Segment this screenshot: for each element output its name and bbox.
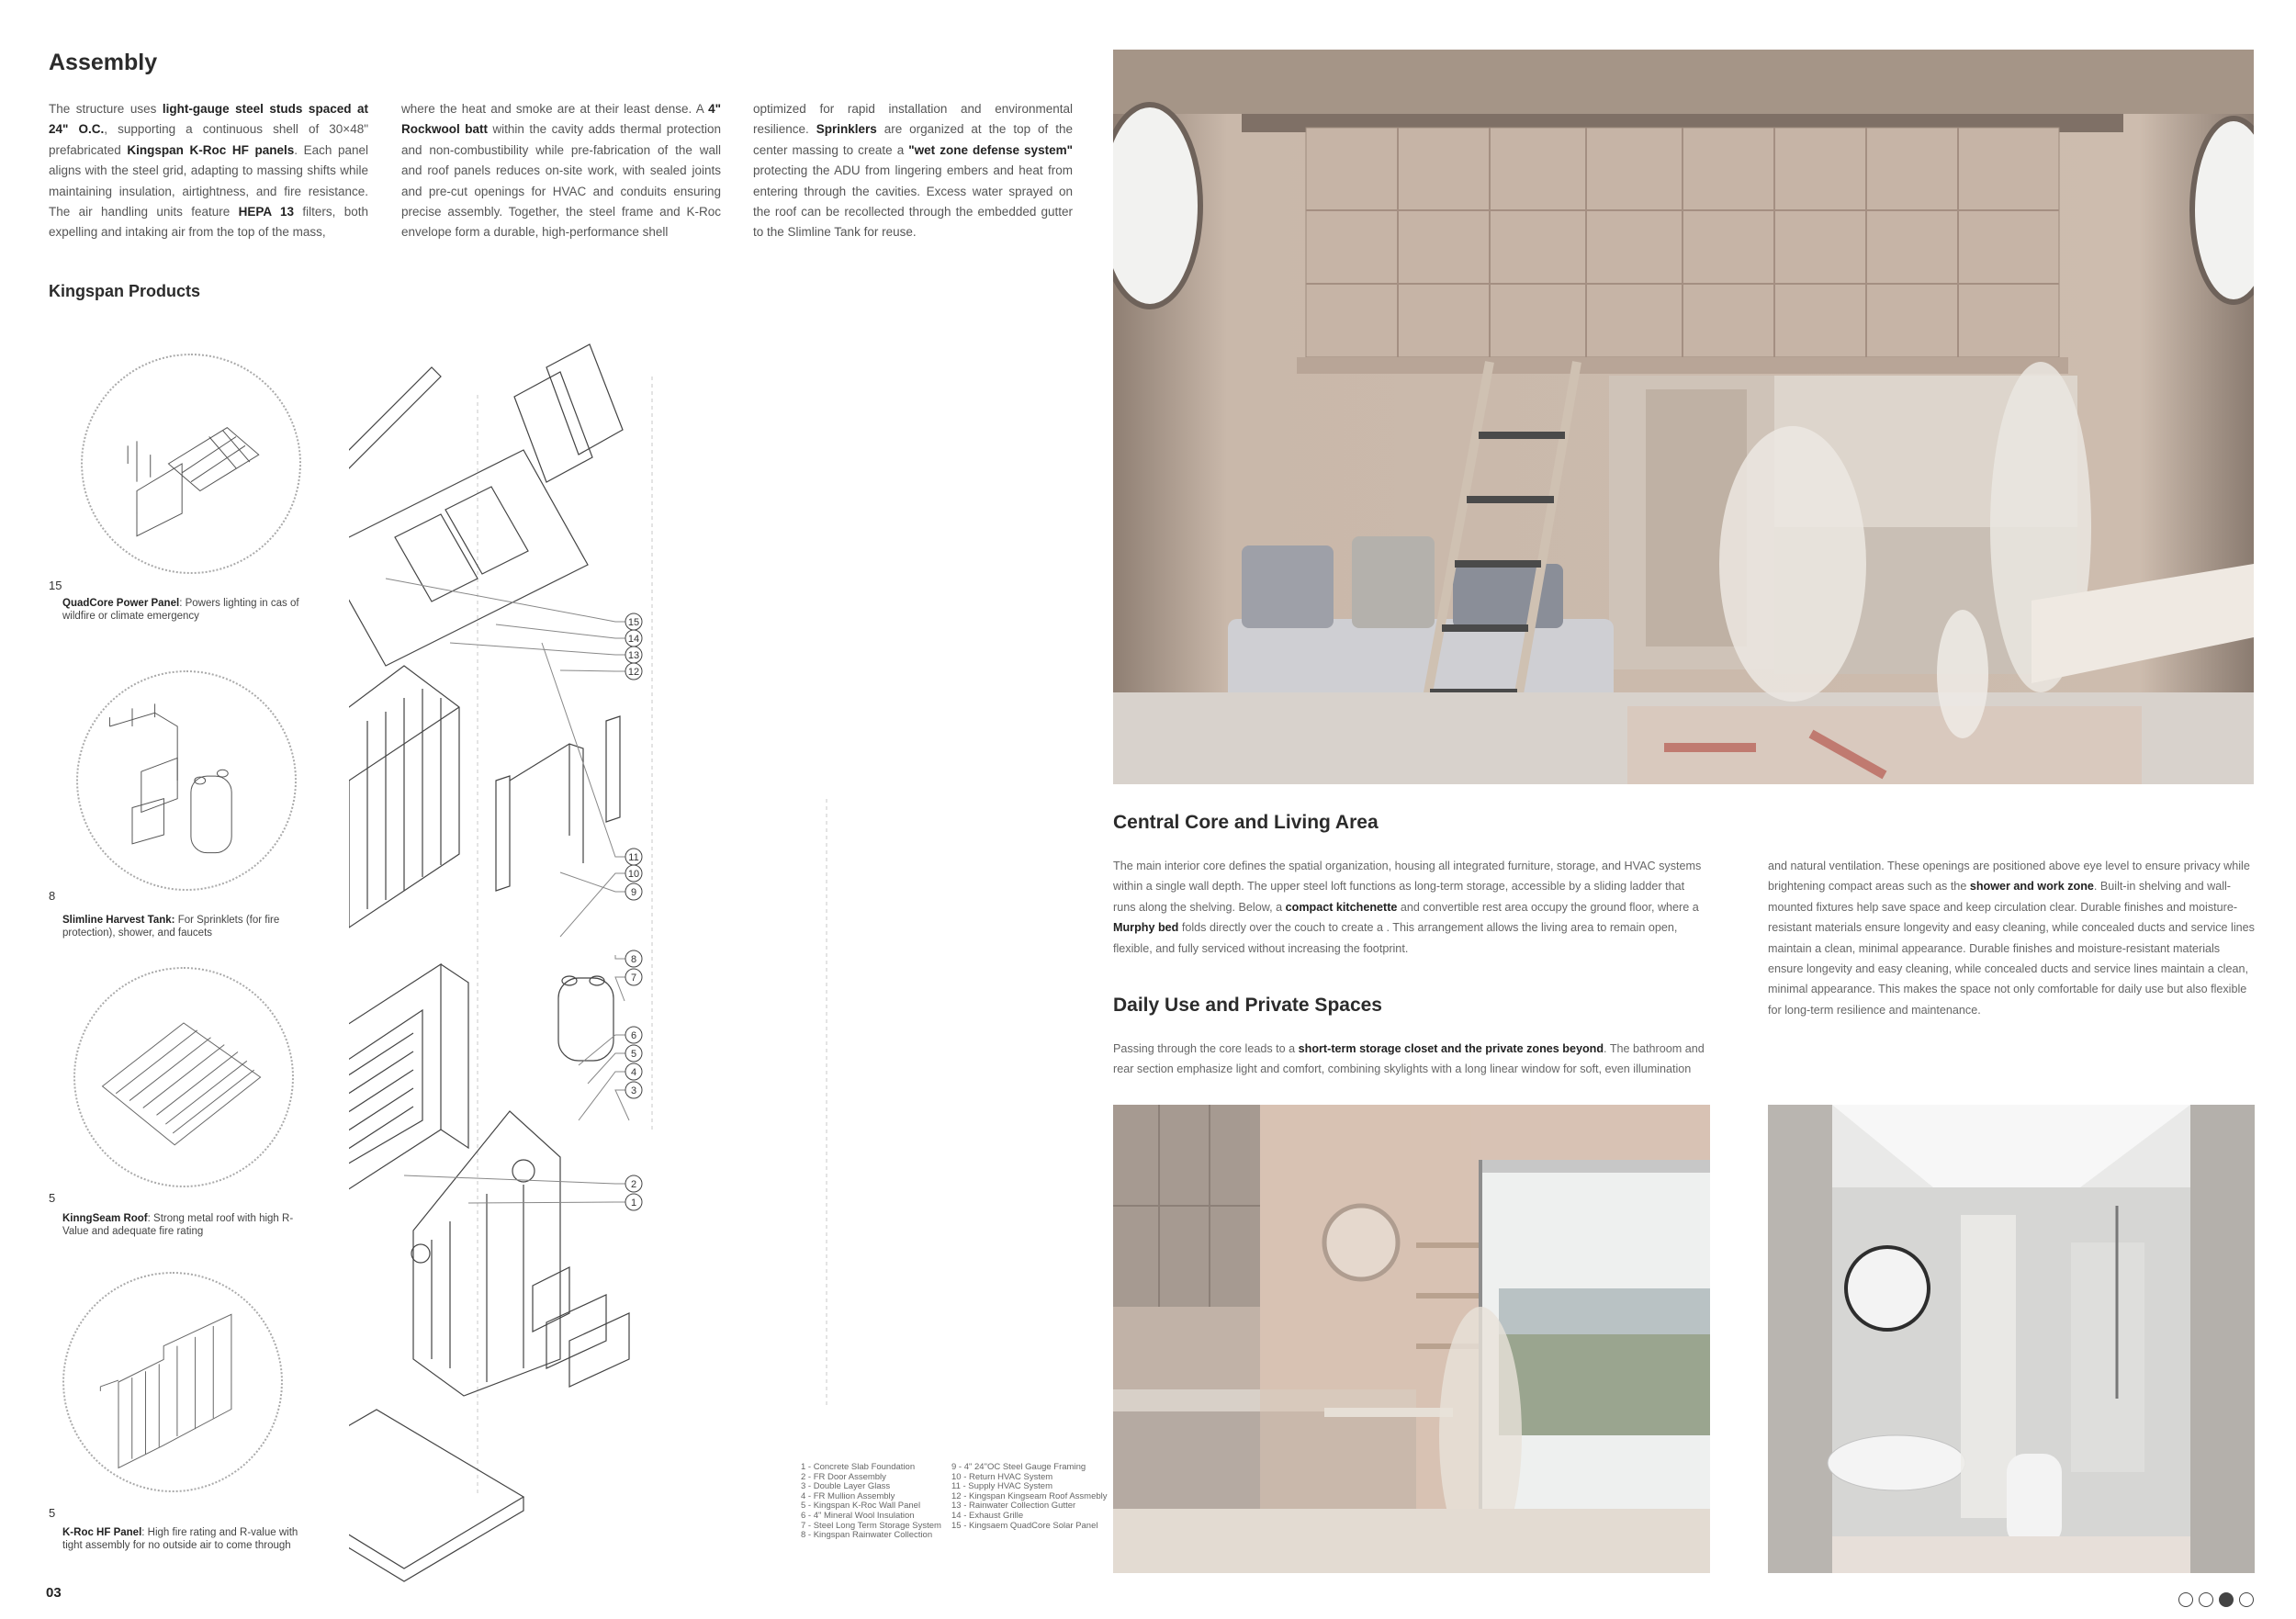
- legend-item: 9 - 4" 24"OC Steel Gauge Framing: [951, 1462, 1086, 1472]
- body-text-run: . Built-in shelving and wall-mounted fixtures help save space and keep circulation clear. Durable finishes and moisture-resistant materials ensure longevity and easy cleaning, while concealed ducts and service lines maintain a clean, minimal appearance. Durable finishes and moisture-resistant materials ensure longevity and easy cleaning, while concealed ducts and service lines maintain a clean, minimal appearance. This makes the space not only comfortable for daily use but also flexible for long-term resilience and maintenance.: [1768, 880, 2255, 1017]
- legend-item: 1 - Concrete Slab Foundation: [801, 1462, 916, 1472]
- callout-label: 6: [630, 1030, 637, 1041]
- page-dot[interactable]: [2239, 1592, 2254, 1607]
- body-text-run: filters, both expelling and intaking air from the top of the mass,: [49, 205, 368, 240]
- callout-label: 15: [627, 617, 640, 628]
- emphasis-text: shower and work zone: [1969, 880, 2094, 894]
- product-number: 5: [49, 1191, 56, 1205]
- callout-leader-line: [588, 1053, 625, 1084]
- callout-label: 14: [627, 634, 640, 645]
- harvest-tank-detail-circle: [76, 670, 297, 891]
- daily-use-body: [1113, 1039, 1710, 1080]
- legend-item: 12 - Kingspan Kingseam Roof Assmebly: [951, 1490, 1108, 1501]
- callout-label: 8: [630, 954, 637, 965]
- product-number: 5: [49, 1506, 56, 1520]
- emphasis-text: Sprinklers: [816, 122, 877, 137]
- emphasis-text: light-gauge steel studs spaced at 24" O.C.: [49, 102, 368, 137]
- callout-label: 1: [630, 1197, 637, 1209]
- solar-panel-detail-drawing: [83, 355, 299, 572]
- emphasis-text: short-term storage closet and the private zones beyond: [1298, 1042, 1604, 1055]
- callout-label: 7: [630, 973, 637, 984]
- product-description: Slimline Harvest Tank: For Sprinklets (for fire protection), shower, and faucets: [62, 915, 280, 939]
- body-text-run: , supporting a continuous shell of 30×48" prefabricated: [49, 122, 369, 157]
- kingspan-products-title: Kingspan Products: [49, 282, 201, 300]
- callout-label: 12: [627, 667, 640, 678]
- callout-label: 10: [627, 869, 640, 880]
- bathroom-render-drawing: [1768, 1105, 2255, 1573]
- intro-column-2: [401, 99, 721, 243]
- emphasis-text: Murphy bed: [1113, 921, 1179, 935]
- body-text-run: and convertible rest area occupy the ground floor, where a: [1397, 900, 1699, 914]
- callout-leader-line: [468, 1202, 625, 1203]
- page-number: 03: [46, 1585, 62, 1601]
- intro-column-3: [753, 99, 1073, 243]
- page-indicator: [2178, 1592, 2254, 1607]
- living-area-render-image: [1113, 50, 2254, 784]
- legend-item: 8 - Kingspan Rainwater Collection: [801, 1530, 933, 1541]
- legend-item: 7 - Steel Long Term Storage System: [801, 1520, 941, 1531]
- intro-column-1: [49, 99, 368, 243]
- legend-item: 14 - Exhaust Grille: [951, 1510, 1024, 1521]
- central-core-body: [1113, 856, 1710, 959]
- callout-leader-line: [560, 873, 625, 937]
- bathroom-render-image: [1768, 1105, 2255, 1573]
- body-text-run: protecting the ADU from lingering embers and heat from entering through the cavities. Excess water sprayed on the roof can be recollected through the embedded gutter to the Slimline Tank for reuse.: [753, 163, 1073, 240]
- page-dot[interactable]: [2219, 1592, 2234, 1607]
- legend-item: 13 - Rainwater Collection Gutter: [951, 1501, 1076, 1512]
- legend-item: 10 - Return HVAC System: [951, 1471, 1053, 1482]
- page-dot[interactable]: [2178, 1592, 2193, 1607]
- legend-item: 3 - Double Layer Glass: [801, 1481, 891, 1492]
- emphasis-text: HEPA 13: [238, 205, 294, 219]
- kroc-panel-detail-circle: [62, 1272, 283, 1492]
- kitchen-window-render-drawing: [1113, 1105, 1710, 1573]
- callout-label: 5: [630, 1049, 637, 1060]
- emphasis-text: "wet zone defense system": [908, 142, 1073, 157]
- roof-detail-drawing: [75, 969, 292, 1186]
- ventilation-body: [1768, 856, 2255, 1020]
- solar-panel-detail-circle: [81, 354, 301, 574]
- body-text-run: The structure uses: [49, 102, 163, 116]
- callout-label: 13: [627, 650, 640, 661]
- daily-use-title: Daily Use and Private Spaces: [1113, 995, 1382, 1016]
- body-text-run: within the cavity adds thermal protection and non-combustibility while pre-fabrication of the wall and roof panels reduces on-site work, with sealed joints and pre-cut openings for HVAC and conduits ensuring precise assembly. Together, the steel frame and K-Roc envelope form a durable, high-performance shell: [401, 122, 721, 240]
- kitchen-window-render-image: [1113, 1105, 1710, 1573]
- legend-item: 4 - FR Mullion Assembly: [801, 1490, 895, 1501]
- legend-item: 6 - 4" Mineral Wool Insulation: [801, 1510, 915, 1521]
- kroc-panel-detail-drawing: [64, 1274, 281, 1490]
- callout-label: 3: [630, 1085, 637, 1096]
- central-core-title: Central Core and Living Area: [1113, 812, 1379, 833]
- body-text-run: where the heat and smoke are at their least dense. A: [401, 102, 709, 116]
- body-text-run: . Each panel aligns with the steel grid, adapting to massing shifts while maintaining insulation, airtightness, and fire resistance. The air handling units feature: [49, 142, 368, 219]
- harvest-tank-detail-drawing: [78, 672, 295, 889]
- callout-leader-line: [450, 643, 625, 655]
- legend-item: 15 - Kingsaem QuadCore Solar Panel: [951, 1520, 1098, 1531]
- roof-detail-circle: [73, 967, 294, 1187]
- legend-column-left: [801, 1463, 941, 1541]
- legend-column-right: [951, 1463, 1108, 1531]
- callout-leader-line: [615, 955, 625, 959]
- legend-item: 2 - FR Door Assembly: [801, 1471, 886, 1482]
- product-description: QuadCore Power Panel: Powers lighting in cas of wildfire or climate emergency: [62, 598, 299, 622]
- body-text-run: optimized for rapid installation and environmental resilience.: [753, 102, 1073, 137]
- emphasis-text: compact kitchenette: [1285, 900, 1398, 914]
- body-text-run: Passing through the core leads to a: [1113, 1042, 1299, 1055]
- body-text-run: folds directly over the couch to create a . This arrangement allows the living area to remain open, flexible, and fully serviced without increasing the footprint.: [1113, 921, 1678, 955]
- product-description: K-Roc HF Panel: High fire rating and R-value with tight assembly for no outside air to come through: [62, 1527, 298, 1551]
- product-number: 8: [49, 889, 56, 903]
- body-text-run: The main interior core defines the spatial organization, housing all integrated furniture, storage, and HVAC systems within a single wall depth. The upper steel loft functions as long-term storage, accessible by a sliding ladder that runs along the shelving. Below, a: [1113, 860, 1702, 914]
- living-area-render-drawing: [1113, 50, 2254, 784]
- callout-label: 11: [628, 852, 639, 863]
- emphasis-text: Kingspan K-Roc HF panels: [127, 142, 295, 157]
- product-number: 15: [49, 579, 62, 592]
- callout-label: 4: [630, 1067, 637, 1078]
- callout-leader-line: [386, 579, 625, 622]
- body-text-run: and natural ventilation. These openings are positioned above eye level to ensure privacy while brightening compact areas such as the: [1768, 860, 2250, 894]
- callout-label: 9: [630, 887, 637, 898]
- callout-leader-line: [560, 670, 625, 671]
- emphasis-text: 4" Rockwool batt: [401, 102, 721, 137]
- page-dot[interactable]: [2199, 1592, 2213, 1607]
- legend-item: 11 - Supply HVAC System: [951, 1481, 1052, 1492]
- callout-leader-line: [560, 872, 625, 892]
- exploded-axonometric-drawing: [349, 303, 1056, 1589]
- legend-item: 5 - Kingspan K-Roc Wall Panel: [801, 1501, 921, 1512]
- callout-label: 2: [630, 1179, 637, 1190]
- product-description: KinngSeam Roof: Strong metal roof with high R-Value and adequate fire rating: [62, 1213, 294, 1237]
- body-text-run: are organized at the top of the center massing to create a: [753, 122, 1073, 157]
- body-text-run: . The bathroom and rear section emphasize light and comfort, combining skylights with a long linear window for soft, even illumination: [1113, 1042, 1705, 1076]
- callout-leader-line: [615, 977, 625, 1001]
- assembly-title: Assembly: [49, 50, 158, 75]
- callout-leader-line: [496, 624, 625, 638]
